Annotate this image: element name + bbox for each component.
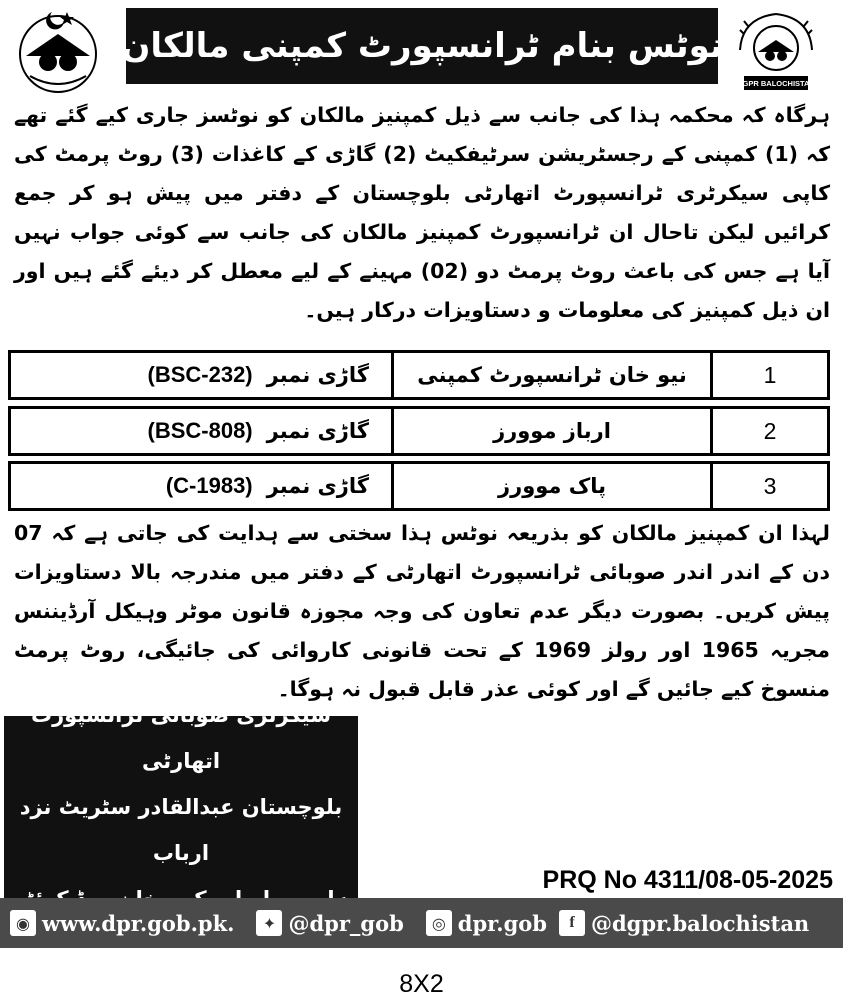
address-line: سیکرٹری صوبائی ٹرانسپورٹ اتھارٹی (30, 703, 331, 773)
dgpr-balochistan-logo (730, 4, 822, 96)
instructions-paragraph: لہذا ان کمپنیز مالکان کو بذریعہ نوٹس ہذا سختی سے ہدایت کی جاتی ہے کہ 07 دن کے اندر اندر صوبائی ٹرانسپورٹ اتھارٹی کے دفتر میں مندرجہ بالا دستاویزات پیش کریں۔ بصورت دیگر عدم تعاون کی وجہ مجوزہ قانون موٹر وہیکل آرڈیننس مجریہ 1965 اور رولز 1969 کے تحت قانونی کاروائی کی جائیگی، روٹ پرمٹ منسوخ کیے جائیں گے اور کوئی عذر قابل قبول نہ ہوگا۔ (14, 521, 831, 701)
facebook-handle: @dgpr.balochistan (591, 910, 810, 936)
website-link[interactable] (10, 910, 234, 936)
twitter-icon: ✦ (256, 910, 282, 936)
website-text: www.dpr.gob.pk. (42, 910, 235, 936)
company-name: پاک موورز (391, 464, 710, 508)
company-name: نیو خان ٹرانسپورٹ کمپنی (391, 353, 710, 397)
notice-title-banner (121, 8, 723, 84)
vehicle-label: گاڑی نمبر (266, 419, 369, 443)
vehicle-code: (BSC-808) (147, 418, 253, 443)
vehicle-number (11, 409, 391, 453)
address-line: بلوچستان عبدالقادر سٹریٹ نزد ارباب (19, 795, 343, 865)
prq-number: PRQ No 4311/08-05-2025 (542, 866, 833, 894)
table-row (8, 406, 830, 456)
facebook-link[interactable] (559, 910, 809, 936)
vehicle-code: (BSC-232) (147, 362, 253, 387)
vehicle-label: گاڑی نمبر (266, 474, 369, 498)
dgpr-logo-caption: DGPR BALOCHISTAN (737, 79, 815, 88)
instagram-link[interactable] (426, 910, 547, 936)
instagram-icon: ◎ (426, 910, 452, 936)
instagram-handle: dpr.gob (457, 910, 547, 936)
twitter-link[interactable] (256, 910, 403, 936)
contact-address-box (4, 703, 358, 898)
company-number: 2 (710, 409, 827, 453)
vehicle-code: (C-1983) (165, 473, 253, 498)
social-media-bar (0, 898, 843, 948)
globe-icon: ◉ (10, 910, 36, 936)
company-name: ارباز موورز (391, 409, 710, 453)
notice-title: نوٹس بنام ٹرانسپورٹ کمپنی مالکان (121, 26, 723, 66)
notice-header (0, 0, 843, 100)
facebook-icon: f (559, 910, 585, 936)
ad-size-label: 8X2 (399, 970, 444, 998)
table-row (8, 461, 830, 511)
company-number: 1 (710, 353, 827, 397)
twitter-handle: @dpr_gob (288, 910, 404, 936)
vehicle-label: گاڑی نمبر (266, 363, 369, 387)
government-emblem-logo (12, 4, 104, 96)
vehicle-number (11, 353, 391, 397)
vehicle-number (11, 464, 391, 508)
intro-paragraph: ہرگاہ کہ محکمہ ہذا کی جانب سے ذیل کمپنیز مالکان کو نوٹسز جاری کیے گئے تھے کہ (1) کمپنی کے رجسٹریشن سرٹیفکیٹ (2) گاڑی کے کاغذات (3) روٹ پرمٹ کی کاپی سیکرٹری ٹرانسپورٹ اتھارٹی بلوچستان کے دفتر میں پیش ہو کر جمع کرائیں لیکن تاحال ان ٹرانسپورٹ کمپنیز مالکان کی جانب سے کوئی جواب نہیں آیا ہے جس کی باعث روٹ پرمٹ دو (02) مہینے کے لیے معطل کر دیئے گئے ہیں اور ان ذیل کمپنیز کی معلومات و دستاویزات درکار ہیں۔ (14, 103, 830, 322)
table-row (8, 350, 830, 400)
company-number: 3 (710, 464, 827, 508)
